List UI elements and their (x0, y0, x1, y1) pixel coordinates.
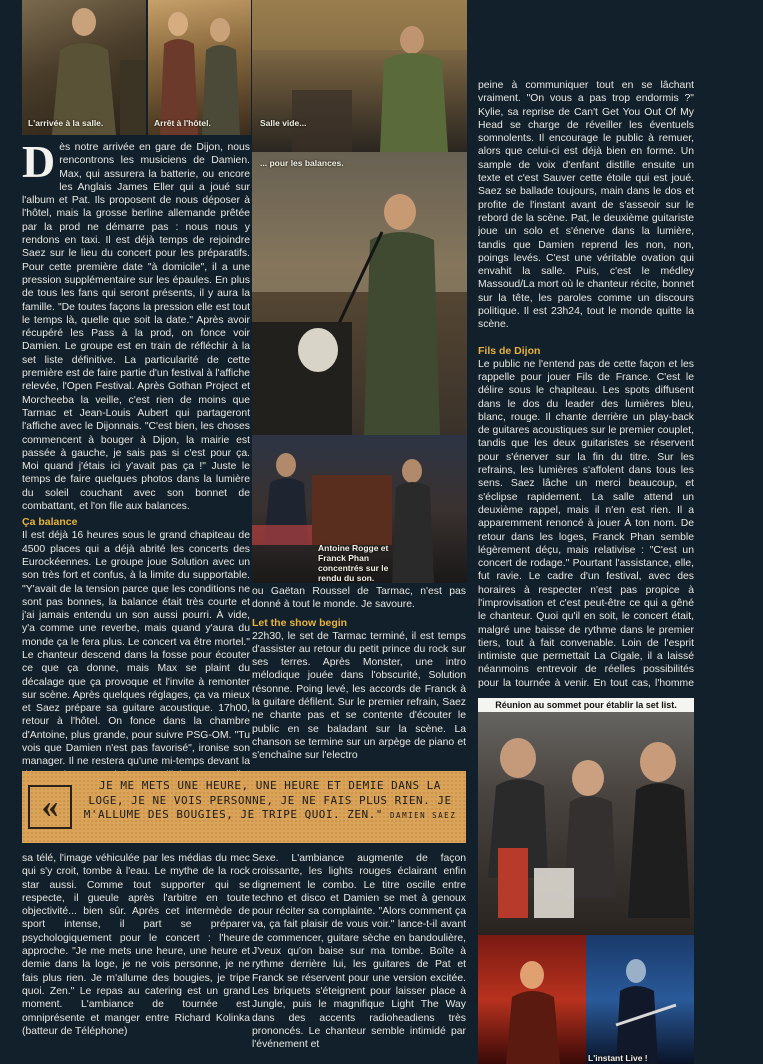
photo-arrival (22, 0, 146, 135)
photo-soundcheck-scene (252, 152, 467, 435)
pull-quote-text (80, 779, 460, 824)
photo-setlist-meeting (478, 698, 694, 935)
bottom1-paragraph: sa télé, l'image véhiculée par les médias du mec qui s'y croit, tombe à l'eau. Le mythe de la rock star aussi. Comme tout supporter qui se respecte, il gueule après l'arbitre en toute objectivité... bien sûr. Après cet intermède de sport intense, il part se préparer psychologiquement pour le concert : l'heure approche. "Je me mets une heure, une heure et demie dans la loge, je ne vois personne, je ne fais plus rien. Je m'allume des bougies, je tripe quoi. Zen." Le repas au catering est un grand moment. L'ambiance de tournée est omniprésente et manger entre Richard Kolinka (batteur de Téléphone) (22, 853, 250, 1037)
intro-text: ès notre arrivée en gare de Dijon, nous rencontrons les musiciens de Damien. Max, qui assurera la batterie, ou encore les Anglais James Eller qui a joué sur l'album et Pat. Ils proposent de nous déposer à l'hôtel, mais la grosse berline allemande prêtée par la prod ne démarre pas : nous nous y rendons en taxi. Il est déjà temps de rejoindre Saez sur le lieu du concert pour les préparatifs. Pour cette première date "à domicile", il a une pression supplémentaire sur les épaules. En plus de tous les fans qui seront présents, il y aura la famille. "De toutes façons la pression elle est tout le temps là, quelle que soit la date." Après avoir récupéré les Pass à la prod, on fonce voir Damien. Le groupe est en train de réfléchir à la set liste définitive. La particularité de cette première est de faire partie d'un festival à l'affiche relevée, l'Open Festival. Après Gothan Project et Morcheeba la veille, c'est rien de moins que Tarmac et Jean-Louis Aubert qui partageront l'affiche avec le Dijonnais. "C'est bien, les choses commencent à bouger à Dijon, la mairie est passée à gauche, je sais pas si c'est pour ça. Moi quand j'étais ici y'avait pas ça !" Juste le temps de faire quelques photos dans la lumière du soleil couchant avec son bonnet de combattant, et l'on file aux balances. (22, 142, 250, 513)
photo-arrival-figures (22, 0, 146, 135)
caption-hotel: Arrêt à l'hôtel. (154, 118, 211, 128)
caption-balances: ... pour les balances. (260, 158, 344, 168)
photo-live-left-scene (478, 935, 586, 1064)
article-column-1 (22, 141, 250, 771)
caption-setlist-meeting: Réunion au sommet pour établir la set list. (478, 698, 694, 712)
article-column-bottom-2 (252, 852, 466, 1064)
caption-empty-hall: Salle vide... (260, 118, 307, 128)
photo-setlist-meeting-scene (478, 698, 694, 935)
ca-balance-paragraph: Il est déjà 16 heures sous le grand chapiteau de 4500 places qui a déjà abrité les concerts des Eurockéennes. Le groupe joue Solution avec un son très fort et confus, à la limite du supportable. "Y'avait de la tension parce que les conditions ne sont pas bonnes, la balance était très courte et j'ai jamais entendu un son aussi pourri. À vide, y'a comme une reverbe, mais quand y'aura du monde ça le fera plus. Le concert va être mortel." Le chanteur descend dans la fosse pour écouter ce que ça donne, mais Max se plaint du décalage que ça provoque et l'invite à remonter sur scène. Après quelques réglages, ça va mieux et Saez prépare sa guitare acoustique. 17h00, retour à l'hôtel. On fonce dans la chambre d'Antoine, plus grande, pour suivre PSG-OM. "Tu vois que Damien n'est pas favorisé", ironise son manager. Il ne restera qu'une mi-temps devant la (22, 530, 250, 768)
caption-antoine-franck: Antoine Rogge et Franck Phan concentrés sur le rendu du son. (318, 543, 389, 583)
intro-paragraph (22, 141, 250, 513)
drop-cap: D (22, 141, 56, 187)
photo-live-right (586, 935, 694, 1064)
pull-quote (22, 771, 466, 843)
show-begin-paragraph: 22h30, le set de Tarmac terminé, il est temps d'assister au retour du petit prince du rock sur ses terres. Après Monster, une intro mélodique jouée dans l'obscurité, Solution résonne. Poing levé, les accords de Franck à la guitare défilent. Sur le premier refrain, Saez ne chante pas et se contente d'écouter le public en se baladant sur la scène. La chanson se termine sur un arpège de piano et s'enchaîne sur l'electro (252, 630, 466, 762)
photo-antoine-franck (252, 435, 467, 583)
article-column-3 (478, 79, 694, 691)
bottom2-paragraph: Sexe. L'ambiance augmente de façon croissante, les lights rouges éclairant enfin dignement le combo. Le titre oscille entre techno et disco et Damien se met à genoux pour réciter sa complainte. "Alors comment ça va, ça fait plaisir de vous voir." lance-t-il avant de commencer, guitare sèche en bandoulière, J'veux qu'on baise sur ma tombe. Boîte à rythme derrière lui, les guitares de Pat et Franck se réservent pour une version excitée. Les briquets s'éteignent pour laisser place à Jungle, puis le magnifique Light The Way dans des accents radioheadiens très prononcés. Le chanteur semble intimidé par l'événement et (252, 853, 466, 1051)
article-column-bottom-1 (22, 852, 250, 1064)
photo-hotel-figures (148, 0, 251, 135)
photo-empty-hall-scene (252, 0, 467, 152)
quote-mark-icon: « (28, 785, 72, 829)
fils-de-dijon-text: Le public ne l'entend pas de cette façon et les rappelle pour jouer Fils de France. C'est le délire sous le chapiteau. Les spots diffusent dans le dos du leader des lumières bleu, blanc, rouge. Il chante derrière un play-back de guitares acoustiques sur le premier couplet, tandis que les deux guitaristes se réservent pour s'énerver sur la fin du titre. Sur les refrains, les lumières s'affolent dans tous les sens. Saez lâche un merci beaucoup, et s'éclipse rapidement. La salle attend un deuxième rappel, mais il n'en est rien. Il a apparemment renoncé à jouer À ton nom. De retour dans les loges, Franck Phan semble légèrement déçu, mais relativise : "C'est un concert de rodage." Pourtant l'assistance, elle, fut ravie. Le cadre d'un festival, avec des horaires à respecter n'est pas propice à l'improvisation et c'est peut-être ce qui a gêné le chanteur. Quoi qu'il en soit, le concert était, malgré une baisse de rythme dans le premier tiers, tout à fait convenable. Loin de l'esprit intimiste que permettait La Cigale, il a laissé néanmoins entrevoir de réelles possibilités pour la tournée à venir. En tout cas, l'homme (478, 358, 694, 689)
photo-live-right-scene (586, 935, 694, 1064)
photo-hotel (148, 0, 251, 135)
caption-arrival: L'arrivée à la salle. (28, 118, 104, 128)
section-heading-ca-balance: Ça balance (22, 516, 78, 529)
photo-live-left (478, 935, 586, 1064)
pull-quote-body: JE ME METS UNE HEURE, UNE HEURE ET DEMIE DANS LA LOGE, JE NE VOIS PERSONNE, JE NE FAIS PLUS RIEN. JE M'ALLUME DES BOUGIES, JE TRIPE QUOI. ZEN." (83, 779, 452, 822)
col3-opening: peine à communiquer tout en se lâchant vraiment. "On vous a pas trop endormis ?" Kylie, sa reprise de Can't Get You Out Of My Head se charge de réveiller les éventuels somnolents. Il encourage le public à remuer, alors que celui-ci est déjà bien en forme. Un sample de voix d'enfant distille ensuite un texte et c'est Sauver cette étoile qui est joué. Saez se ballade toujours, main dans le dos et profite de l'instant avant de s'asseoir sur le rebord de la scène. Pat, le deuxième guitariste joue un solo et s'énerve dans la lumière, tandis que Damien reprend les non, non, poings levés. C'est une véritable ovation qui envahit la salle. Puis, c'est le médley Massoud/La mort où le chanteur récite, bonnet sur la tête, les paroles comme un discours politique. Il est 23h24, tout le monde quitte la scène. (478, 80, 694, 331)
fils-de-dijon-paragraph (478, 358, 694, 691)
photo-soundcheck (252, 152, 467, 435)
pull-quote-author: DAMIEN SAEZ (390, 811, 457, 821)
article-column-2 (252, 585, 466, 771)
col2-opening: ou Gaëtan Roussel de Tarmac, n'est pas donné à tout le monde. Je savoure. (252, 586, 466, 611)
photo-empty-hall (252, 0, 467, 152)
caption-live: L'instant Live ! (588, 1053, 648, 1063)
section-heading-let-the-show-begin: Let the show begin (252, 616, 348, 629)
section-heading-fils-de-dijon: Fils de Dijon (478, 344, 541, 357)
